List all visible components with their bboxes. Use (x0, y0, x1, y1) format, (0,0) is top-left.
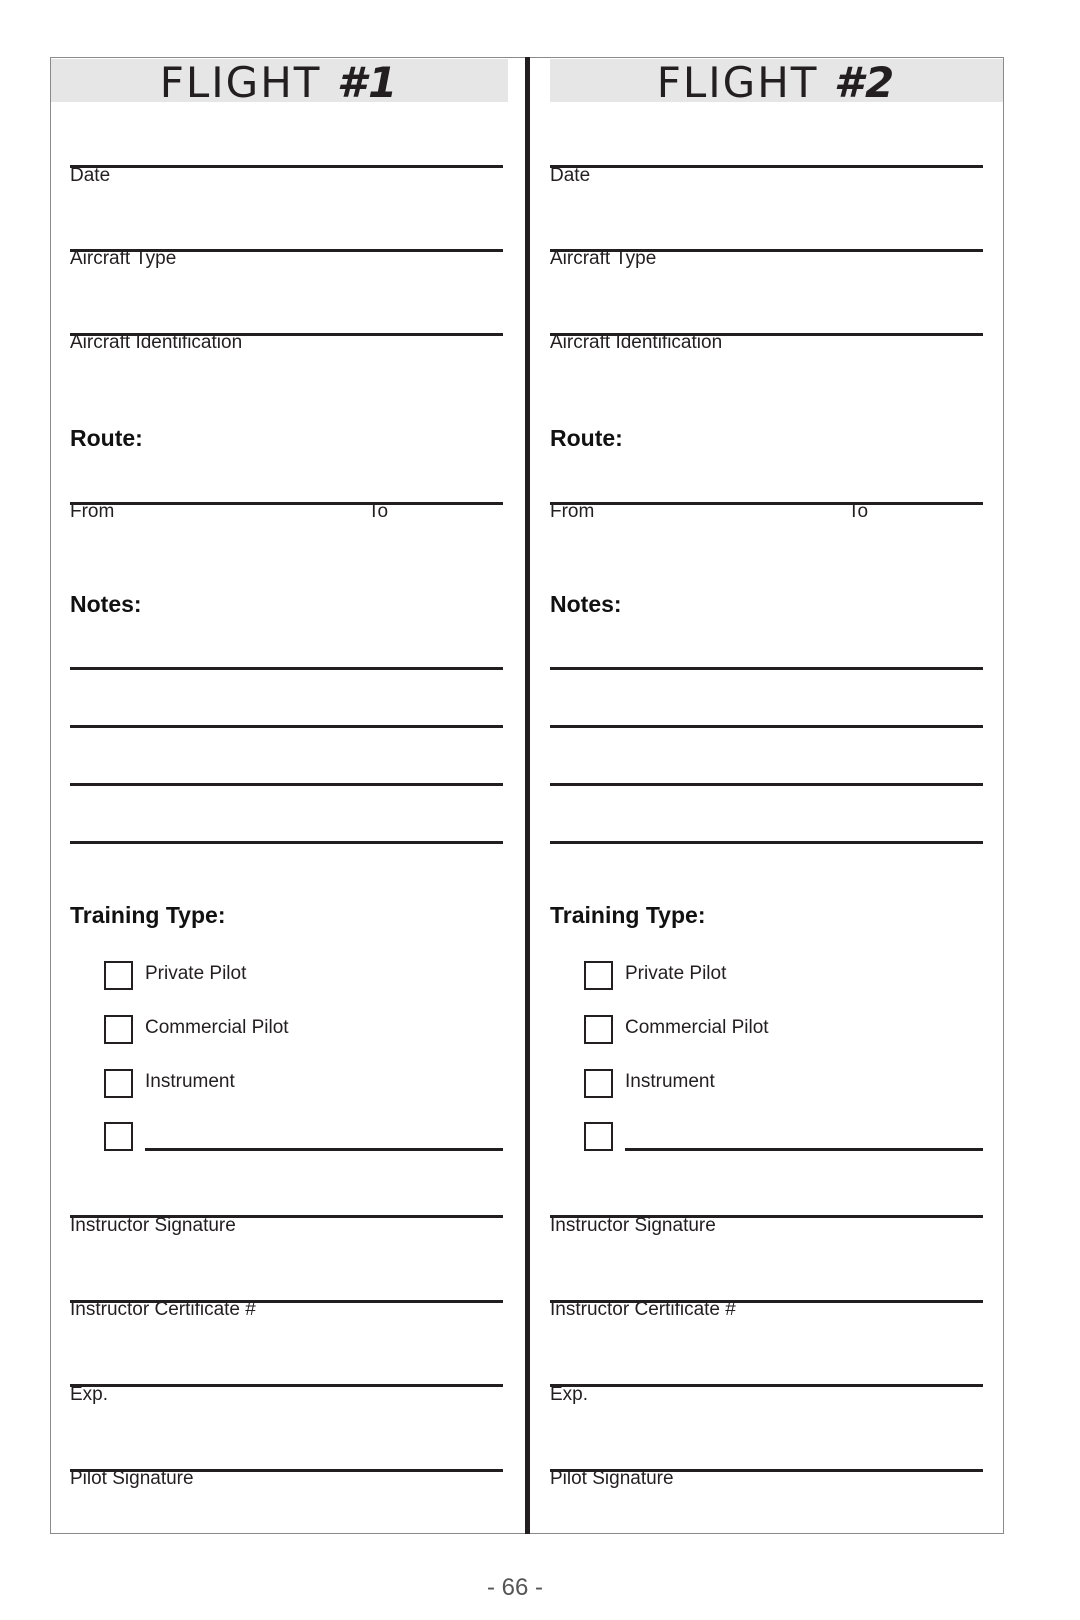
commercial-pilot-checkbox[interactable] (104, 1015, 133, 1044)
column-divider (525, 57, 530, 1534)
commercial-pilot-checkbox[interactable] (584, 1015, 613, 1044)
date-label: Date (70, 165, 111, 186)
private-pilot-label: Private Pilot (625, 963, 727, 984)
notes-line[interactable] (550, 667, 983, 670)
instructor-certificate-label: Instructor Certificate # (550, 1299, 736, 1320)
exp-field-line[interactable] (70, 1384, 503, 1387)
instrument-checkbox[interactable] (584, 1069, 613, 1098)
flight-1-header (51, 58, 508, 107)
flight-2-title-word: FLIGHT (656, 58, 819, 107)
instrument-label: Instrument (625, 1071, 715, 1092)
exp-label: Exp. (70, 1384, 109, 1405)
private-pilot-checkbox[interactable] (584, 961, 613, 990)
instructor-signature-label: Instructor Signature (70, 1215, 236, 1236)
route-field-line[interactable] (550, 502, 983, 505)
pilot-signature-label: Pilot Signature (550, 1468, 674, 1489)
other-training-checkbox[interactable] (104, 1122, 133, 1151)
pilot-signature-label: Pilot Signature (70, 1468, 194, 1489)
commercial-pilot-label: Commercial Pilot (145, 1017, 289, 1038)
commercial-pilot-label: Commercial Pilot (625, 1017, 769, 1038)
flight-1-title-number: #1 (336, 58, 400, 107)
other-training-field-line[interactable] (625, 1148, 983, 1151)
date-field-line[interactable] (70, 165, 503, 168)
route-heading: Route: (70, 425, 143, 451)
page-number: - 66 - (486, 1574, 543, 1601)
from-label: From (70, 501, 115, 522)
exp-label: Exp. (550, 1384, 589, 1405)
from-label: From (550, 501, 595, 522)
training-type-heading: Training Type: (550, 902, 706, 928)
notes-line[interactable] (70, 841, 503, 844)
notes-heading: Notes: (70, 591, 142, 617)
flight-2-column (550, 57, 983, 1534)
aircraft-type-label: Aircraft Type (70, 248, 177, 269)
aircraft-id-label: Aircraft Identification (70, 332, 243, 353)
route-heading: Route: (550, 425, 623, 451)
flight-2-header (550, 58, 1003, 107)
flight-1-title-word: FLIGHT (159, 58, 322, 107)
flight-1-column (70, 57, 503, 1534)
notes-line[interactable] (550, 783, 983, 786)
flight-2-title-number: #2 (833, 58, 897, 107)
other-training-checkbox[interactable] (584, 1122, 613, 1151)
instructor-signature-label: Instructor Signature (550, 1215, 716, 1236)
notes-heading: Notes: (550, 591, 622, 617)
notes-line[interactable] (70, 783, 503, 786)
date-field-line[interactable] (550, 165, 983, 168)
instrument-checkbox[interactable] (104, 1069, 133, 1098)
notes-line[interactable] (550, 725, 983, 728)
notes-line[interactable] (70, 725, 503, 728)
instrument-label: Instrument (145, 1071, 235, 1092)
training-type-heading: Training Type: (70, 902, 226, 928)
to-label: To (368, 501, 389, 522)
route-field-line[interactable] (70, 502, 503, 505)
instructor-certificate-label: Instructor Certificate # (70, 1299, 256, 1320)
exp-field-line[interactable] (550, 1384, 983, 1387)
to-label: To (848, 501, 869, 522)
other-training-field-line[interactable] (145, 1148, 503, 1151)
aircraft-id-label: Aircraft Identification (550, 332, 723, 353)
notes-line[interactable] (70, 667, 503, 670)
aircraft-type-label: Aircraft Type (550, 248, 657, 269)
private-pilot-checkbox[interactable] (104, 961, 133, 990)
private-pilot-label: Private Pilot (145, 963, 247, 984)
notes-line[interactable] (550, 841, 983, 844)
date-label: Date (550, 165, 591, 186)
